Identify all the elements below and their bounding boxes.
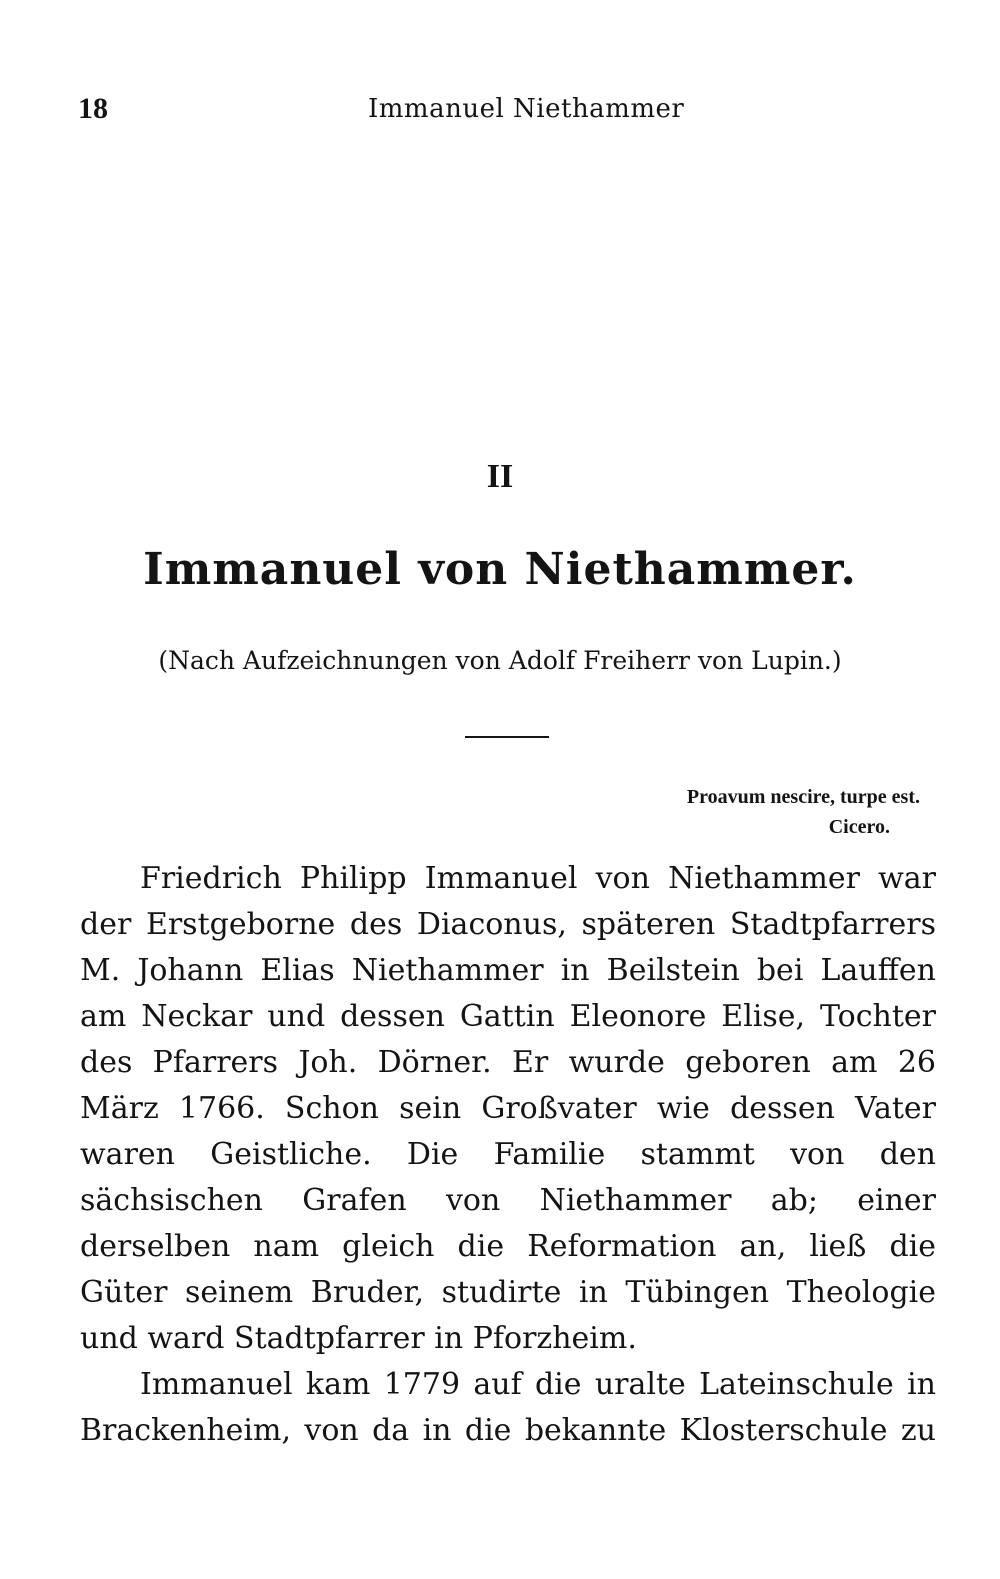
epigraph-author: Cicero. — [828, 816, 890, 838]
chapter-subtitle: (Nach Aufzeichnungen von Adolf Freiherr von Lupin.) — [158, 646, 842, 675]
running-head — [78, 92, 938, 132]
chapter-title: Immanuel von Niethammer. — [143, 544, 857, 595]
epigraph-quote: Proavum nescire, turpe est. — [686, 786, 920, 808]
body-paragraph: Immanuel kam 1779 auf die uralte Lateinschule in Brackenheim, von da in die bekannte Klosterschule zu — [80, 1367, 936, 1448]
running-title: Immanuel Niethammer — [368, 94, 685, 124]
body-paragraph: Friedrich Philipp Immanuel von Niethammer war der Erstgeborne des Diaconus, späteren Stadtpfarrers M. Johann Elias Niethammer in Beilstein bei Lauffen am Neckar und dessen Gattin Eleonore Elise, Tochter des Pfarrers Joh. Dörner. Er wurde geboren am 26 März 1766. Schon sein Großvater wie dessen Vater waren Geistliche. Die Familie stammt von den sächsischen Grafen von Niethammer ab; einer derselben nam gleich die Reformation an, ließ die Güter seinem Bruder, studirte in Tübingen Theologie und ward Stadtpfarrer in Pforzheim. — [80, 861, 936, 1356]
body-text — [80, 856, 936, 1454]
chapter-number: II — [486, 458, 514, 495]
divider-rule — [465, 736, 549, 738]
page-number: 18 — [78, 92, 108, 125]
epigraph — [560, 782, 920, 842]
